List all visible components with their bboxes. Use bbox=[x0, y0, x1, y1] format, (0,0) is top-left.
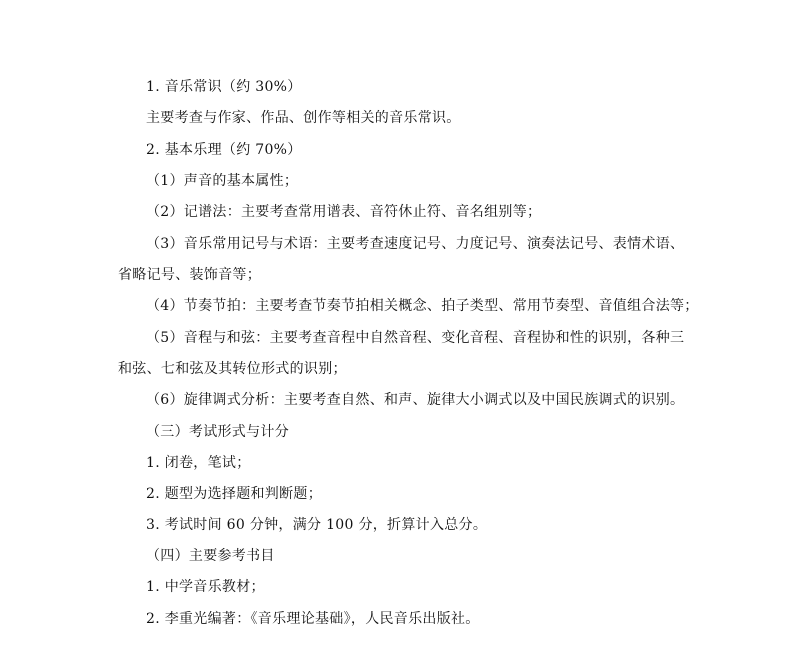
exam-format-item-2: 2. 题型为选择题和判断题； bbox=[146, 486, 323, 502]
exam-format-item-1: 1. 闭卷，笔试； bbox=[146, 455, 251, 471]
list-item-symbols-terms-continued: 省略记号、装饰音等； bbox=[118, 267, 261, 283]
reference-item-1: 1. 中学音乐教材； bbox=[146, 579, 265, 595]
list-item-sound-properties: （1）声音的基本属性； bbox=[146, 173, 299, 189]
list-item-symbols-terms: （3）音乐常用记号与术语：主要考查速度记号、力度记号、演奏法记号、表情术语、 bbox=[146, 236, 685, 252]
list-item-rhythm-meter: （4）节奏节拍：主要考查节奏节拍相关概念、拍子类型、常用节奏型、音值组合法等； bbox=[146, 298, 699, 314]
list-item-notation: （2）记谱法：主要考查常用谱表、音符休止符、音名组别等； bbox=[146, 204, 542, 220]
section-heading-music-knowledge: 1. 音乐常识（约 30%） bbox=[146, 79, 302, 95]
section-heading-exam-format: （三）考试形式与计分 bbox=[146, 424, 289, 440]
list-item-melody-mode: （6）旋律调式分析：主要考查自然、和声、旋律大小调式以及中国民族调式的识别。 bbox=[146, 392, 685, 408]
exam-format-item-3: 3. 考试时间 60 分钟，满分 100 分，折算计入总分。 bbox=[146, 517, 488, 533]
list-item-intervals-chords: （5）音程与和弦：主要考查音程中自然音程、变化音程、音程协和性的识别，各种三 bbox=[146, 330, 685, 346]
section-heading-basic-theory: 2. 基本乐理（约 70%） bbox=[146, 142, 302, 158]
section-heading-references: （四）主要参考书目 bbox=[146, 548, 275, 564]
paragraph-music-knowledge: 主要考查与作家、作品、创作等相关的音乐常识。 bbox=[146, 110, 461, 126]
reference-item-2: 2. 李重光编著：《音乐理论基础》，人民音乐出版社。 bbox=[146, 611, 480, 627]
list-item-intervals-chords-continued: 和弦、七和弦及其转位形式的识别； bbox=[118, 361, 347, 377]
